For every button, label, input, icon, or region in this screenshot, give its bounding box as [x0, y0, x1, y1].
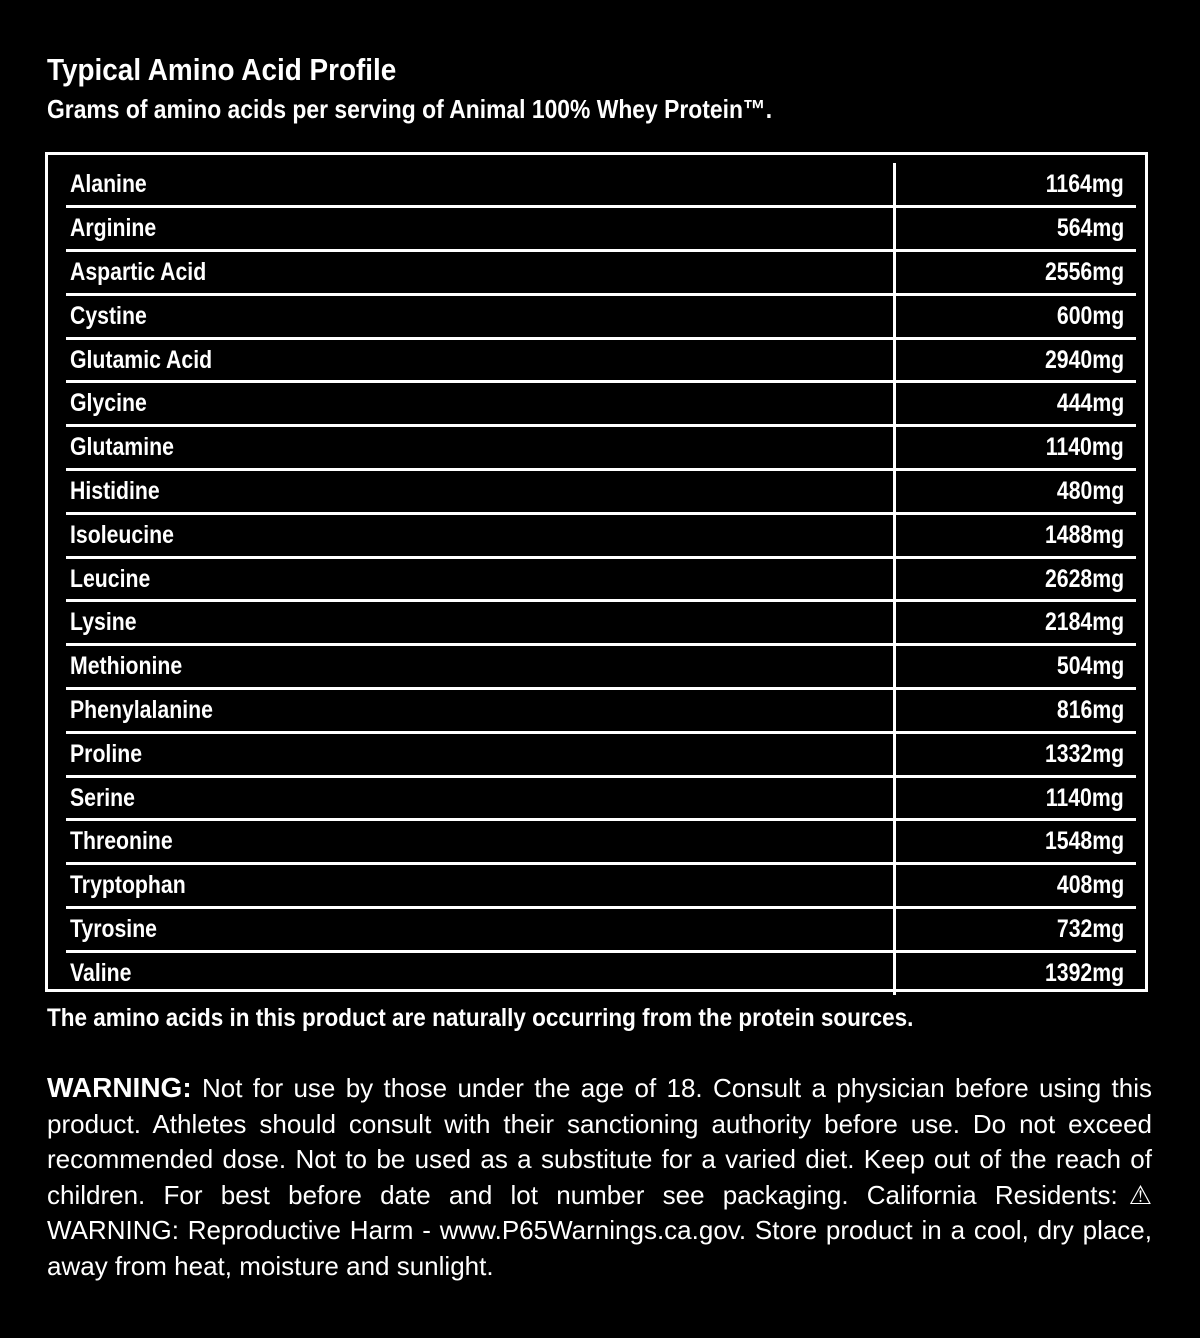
amino-acid-value: 1164mg: [1046, 169, 1124, 198]
table-row: [66, 776, 1136, 820]
amino-acid-value-cell: [894, 864, 1136, 908]
amino-acid-value-cell: [894, 251, 1136, 295]
amino-acid-value-cell: [894, 601, 1136, 645]
amino-acid-value: 2556mg: [1044, 257, 1124, 286]
amino-acid-name: Serine: [70, 783, 135, 812]
amino-acid-value: 2628mg: [1044, 564, 1124, 593]
amino-acid-name-cell: [66, 163, 894, 207]
amino-acid-value-cell: [894, 207, 1136, 251]
amino-acid-value-cell: [894, 951, 1136, 995]
amino-acid-value-cell: [894, 776, 1136, 820]
amino-acid-value: 732mg: [1056, 914, 1124, 943]
amino-acid-name: Aspartic Acid: [70, 257, 207, 286]
amino-acid-value: 504mg: [1056, 652, 1124, 681]
amino-acid-value-cell: [894, 689, 1136, 733]
amino-acid-table: [66, 163, 1136, 995]
amino-acid-value-cell: [894, 732, 1136, 776]
warning-label: WARNING:: [47, 1072, 192, 1103]
amino-acid-name: Lysine: [70, 608, 137, 637]
amino-acid-value: 1548mg: [1044, 827, 1124, 856]
table-row: [66, 470, 1136, 514]
amino-acid-name-cell: [66, 645, 894, 689]
table-row: [66, 207, 1136, 251]
amino-acid-name-cell: [66, 426, 894, 470]
table-row: [66, 294, 1136, 338]
amino-acid-name: Valine: [70, 959, 132, 988]
amino-acid-name: Glutamine: [70, 433, 174, 462]
amino-acid-value: 2184mg: [1044, 608, 1124, 637]
amino-acid-value-cell: [894, 820, 1136, 864]
amino-acid-table-box: [45, 152, 1148, 992]
amino-acid-value-cell: [894, 513, 1136, 557]
amino-acid-name-cell: [66, 732, 894, 776]
amino-acid-name: Proline: [70, 739, 143, 768]
amino-acid-value: 1140mg: [1046, 783, 1124, 812]
amino-acid-value-cell: [894, 470, 1136, 514]
amino-acid-name-cell: [66, 820, 894, 864]
amino-acid-name-cell: [66, 251, 894, 295]
table-row: [66, 908, 1136, 952]
page-subtitle: Grams of amino acids per serving of Animal 100% Whey Protein™.: [47, 94, 773, 124]
amino-acid-name: Glycine: [70, 389, 147, 418]
amino-acid-value: 2940mg: [1044, 345, 1124, 374]
amino-acid-name: Leucine: [70, 564, 151, 593]
amino-acid-name: Arginine: [70, 214, 157, 243]
amino-acid-value: 564mg: [1056, 214, 1124, 243]
amino-acid-name-cell: [66, 951, 894, 995]
amino-acid-value: 408mg: [1056, 871, 1124, 900]
amino-acid-name-cell: [66, 776, 894, 820]
amino-acid-name-cell: [66, 338, 894, 382]
amino-acid-name-cell: [66, 513, 894, 557]
amino-acid-value-cell: [894, 294, 1136, 338]
table-row: [66, 513, 1136, 557]
amino-acid-value: 1332mg: [1044, 739, 1124, 768]
amino-acid-name-cell: [66, 382, 894, 426]
amino-acid-value: 816mg: [1056, 695, 1124, 724]
amino-acid-value-cell: [894, 163, 1136, 207]
amino-acid-name-cell: [66, 908, 894, 952]
table-row: [66, 163, 1136, 207]
amino-acid-name: Threonine: [70, 827, 173, 856]
table-row: [66, 557, 1136, 601]
amino-acid-name-cell: [66, 601, 894, 645]
amino-acid-name: Glutamic Acid: [70, 345, 213, 374]
table-row: [66, 251, 1136, 295]
table-row: [66, 820, 1136, 864]
amino-acid-value-cell: [894, 908, 1136, 952]
amino-acid-value: 1140mg: [1046, 433, 1124, 462]
amino-acid-value: 600mg: [1056, 301, 1124, 330]
table-row: [66, 689, 1136, 733]
amino-acid-name-cell: [66, 689, 894, 733]
amino-acid-name-cell: [66, 557, 894, 601]
amino-acid-name-cell: [66, 864, 894, 908]
amino-acid-name: Histidine: [70, 476, 160, 505]
amino-acid-name: Phenylalanine: [70, 695, 213, 724]
amino-acid-name-cell: [66, 294, 894, 338]
amino-acid-name: Tyrosine: [70, 914, 157, 943]
page-title: Typical Amino Acid Profile: [47, 52, 397, 87]
amino-acid-value: 444mg: [1056, 389, 1124, 418]
amino-acid-value: 480mg: [1056, 476, 1124, 505]
warning-text: [47, 1070, 1152, 1285]
amino-acid-value: 1488mg: [1044, 520, 1124, 549]
amino-acid-value-cell: [894, 557, 1136, 601]
amino-acid-value-cell: [894, 338, 1136, 382]
warning-body: Not for use by those under the age of 18. Consult a physician before using this product. Athletes should consult with their sanctioning authority before use. Do not exceed recommended dose. Not to be used as a substitute for a varied diet. Keep out of the reach of children. For best before date and lot number see packaging. California Residents:⚠ WARNING: Reproductive Harm - www.P65Warnings.ca.gov. Store product in a cool, dry place, away from heat, moisture and sunlight.: [47, 1073, 1152, 1281]
amino-acid-name: Alanine: [70, 169, 147, 198]
amino-acid-value-cell: [894, 382, 1136, 426]
amino-acid-name: Isoleucine: [70, 520, 174, 549]
table-row: [66, 732, 1136, 776]
table-row: [66, 382, 1136, 426]
table-row: [66, 338, 1136, 382]
table-row: [66, 645, 1136, 689]
amino-acid-rows: [66, 163, 1136, 995]
amino-acid-name: Methionine: [70, 652, 183, 681]
source-note: The amino acids in this product are naturally occurring from the protein sources.: [47, 1004, 914, 1032]
amino-acid-name-cell: [66, 470, 894, 514]
amino-acid-name: Tryptophan: [70, 871, 186, 900]
table-row: [66, 951, 1136, 995]
table-row: [66, 426, 1136, 470]
table-row: [66, 864, 1136, 908]
amino-acid-value-cell: [894, 426, 1136, 470]
amino-acid-name-cell: [66, 207, 894, 251]
table-row: [66, 601, 1136, 645]
amino-acid-value: 1392mg: [1044, 959, 1124, 988]
amino-acid-value-cell: [894, 645, 1136, 689]
amino-acid-name: Cystine: [70, 301, 147, 330]
